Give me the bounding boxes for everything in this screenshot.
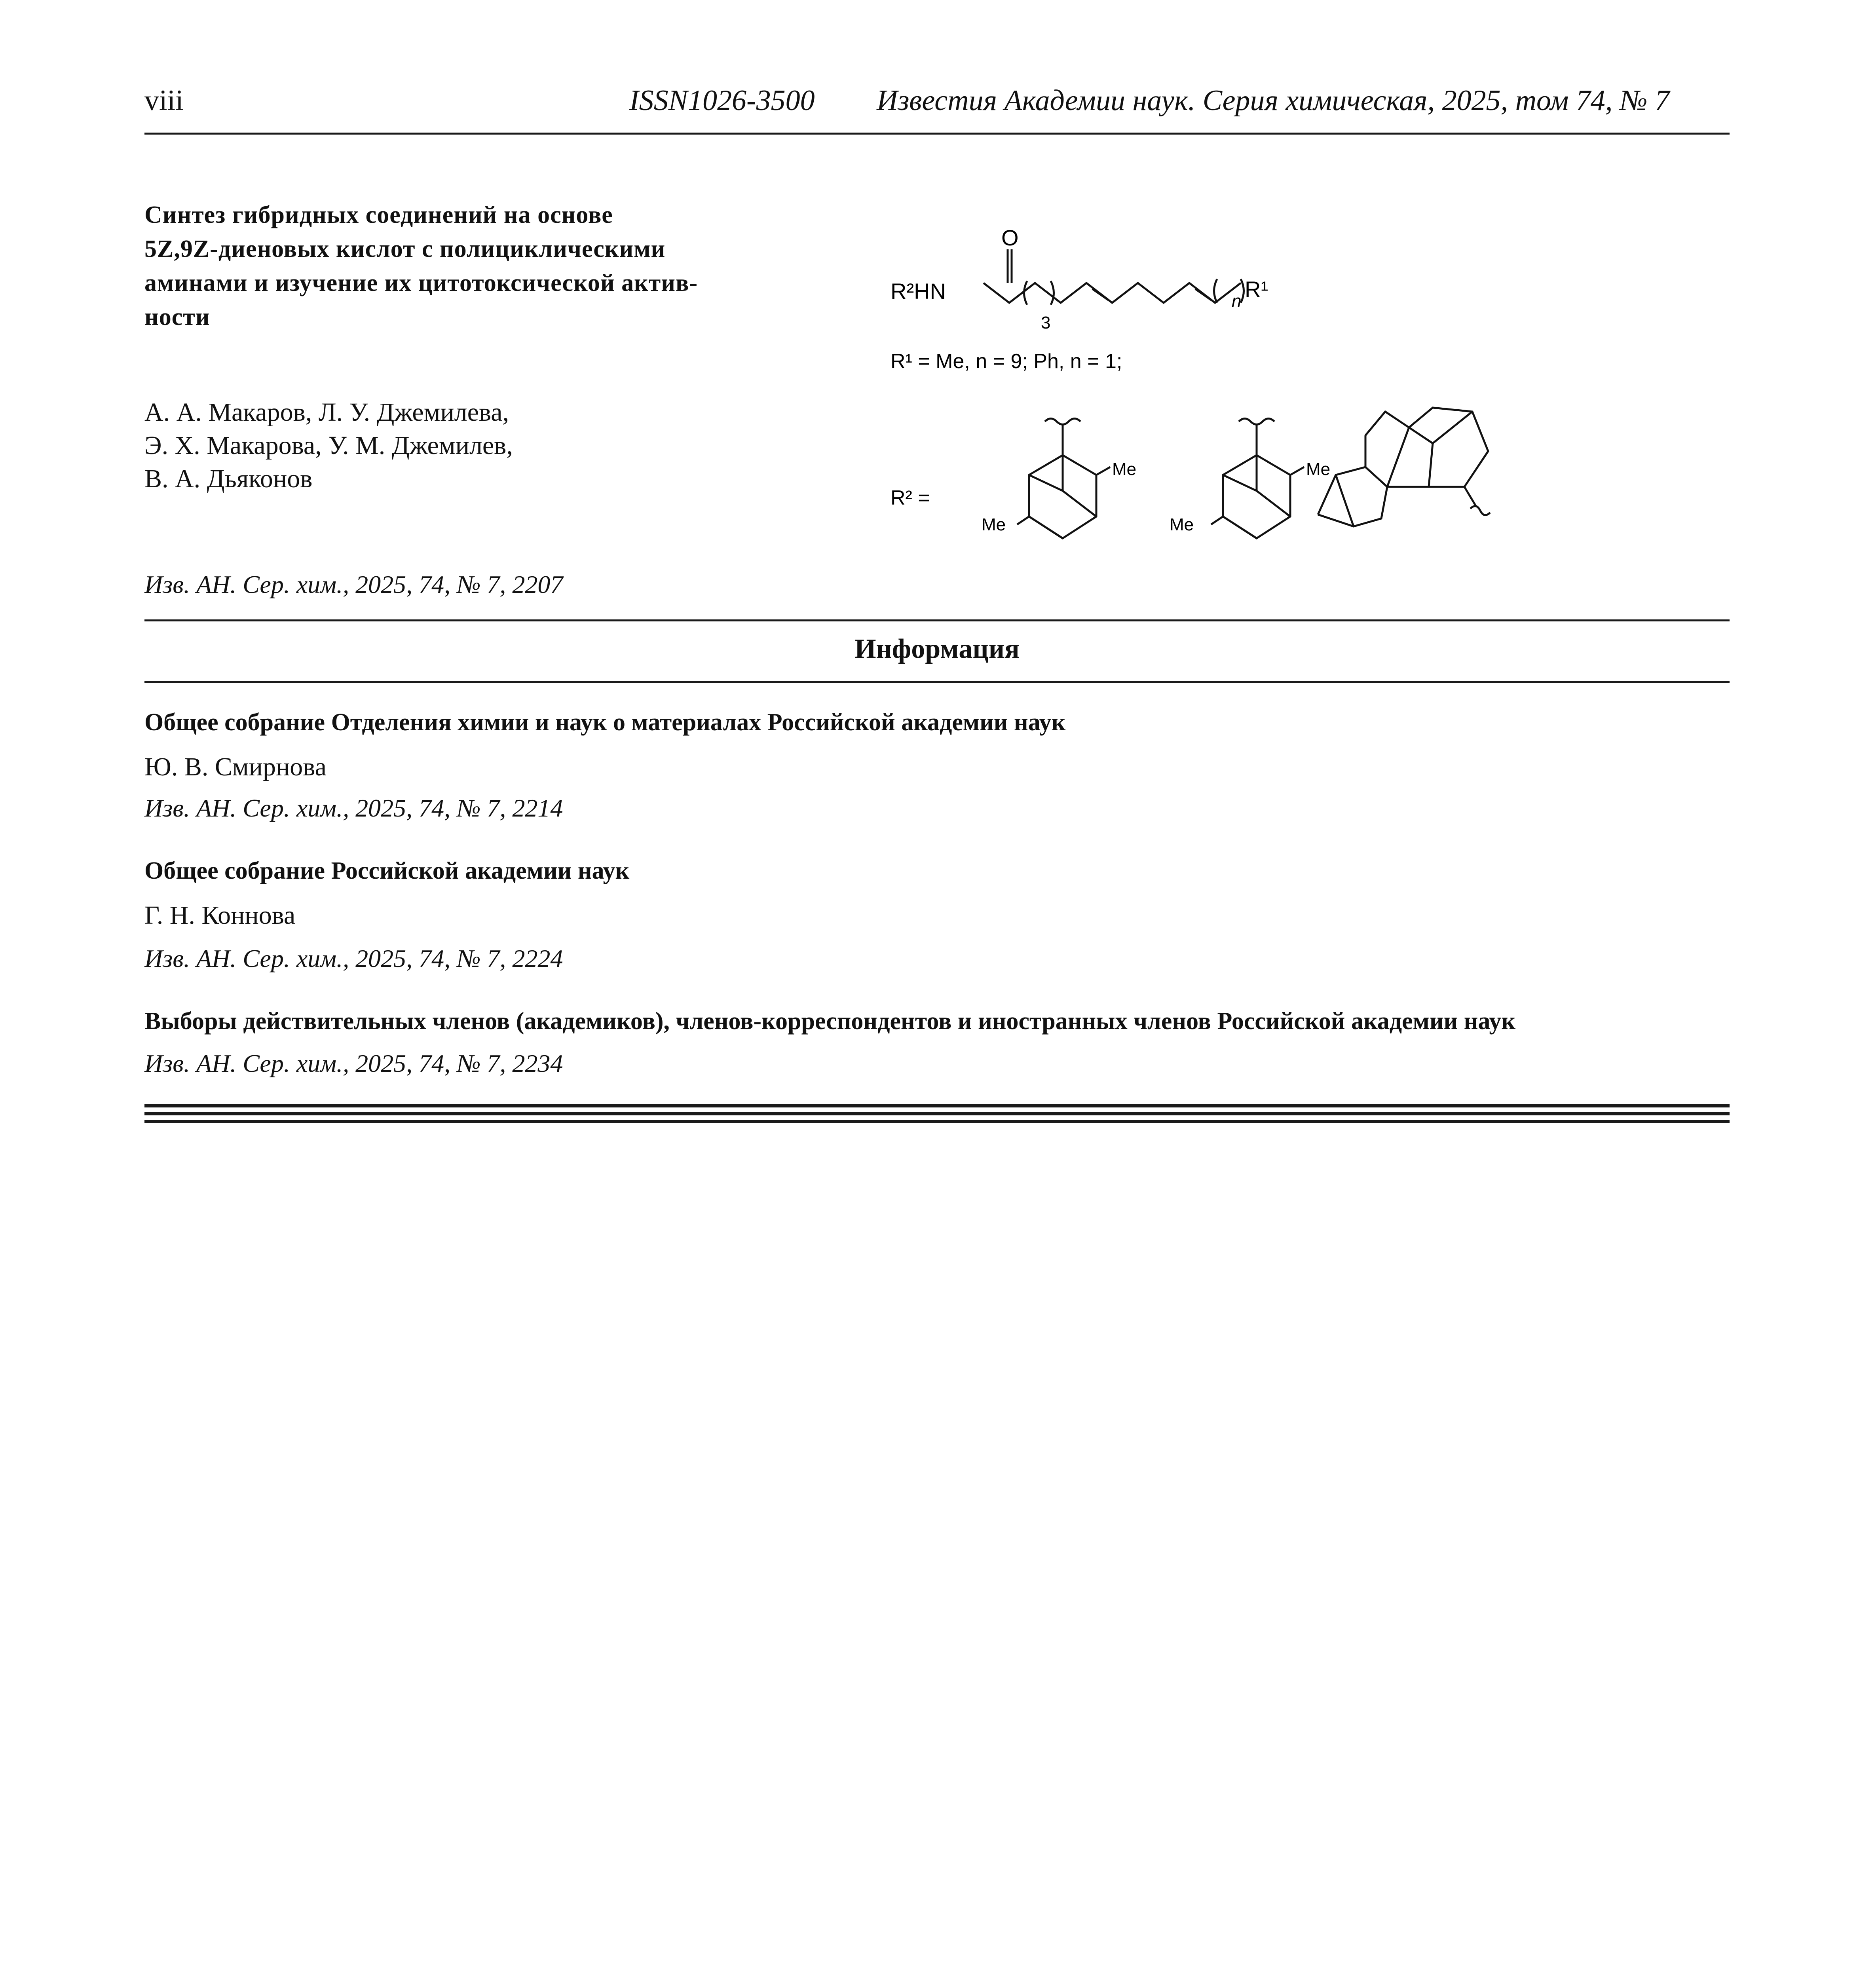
- info-item-title: Выборы действительных членов (академиков), членов-корреспондентов и иностранных членов Российской академии наук: [144, 1008, 1516, 1035]
- article-authors: [144, 396, 722, 496]
- adamantane-1: [1017, 419, 1110, 539]
- page-number: viii: [144, 84, 184, 117]
- section-rule-bottom: [144, 681, 1730, 683]
- info-item-reference: Изв. АН. Сер. хим., 2025, 74, № 7, 2234: [144, 1049, 563, 1077]
- me-label: Me: [1170, 515, 1194, 534]
- polycyclic-cage: [1318, 408, 1490, 526]
- article-title-line: аминами и изучение их цитотоксической актив-: [144, 270, 698, 296]
- subscript-n: n: [1232, 291, 1242, 311]
- article-title-line: Синтез гибридных соединений на основе: [144, 201, 613, 228]
- author-line: А. А. Макаров, Л. У. Джемилева,: [144, 398, 509, 427]
- adamantane-2: [1211, 419, 1304, 539]
- info-item-author: Ю. В. Смирнова: [144, 752, 327, 781]
- info-item-reference: Изв. АН. Сер. хим., 2025, 74, № 7, 2224: [144, 944, 563, 972]
- article-title-line: 5Z,9Z-диеновых кислот с полициклическими: [144, 236, 666, 262]
- amide-label: R²HN: [891, 279, 946, 304]
- me-label: Me: [1112, 460, 1137, 479]
- journal-title: Известия Академии наук. Серия химическая, 2025, том 74, № 7: [877, 84, 1670, 117]
- chemical-scheme: [871, 214, 1504, 610]
- section-title: Информация: [854, 634, 1020, 664]
- me-label: Me: [982, 515, 1006, 534]
- article-reference: Изв. АН. Сер. хим., 2025, 74, № 7, 2207: [144, 570, 563, 598]
- subscript-3: 3: [1041, 313, 1051, 332]
- closing-rule: [144, 1120, 1730, 1123]
- info-item-author: Г. Н. Коннова: [144, 901, 296, 930]
- author-line: Э. Х. Макарова, У. М. Джемилев,: [144, 431, 513, 460]
- oxygen-label: O: [1001, 225, 1019, 250]
- article-title-line: ности: [144, 304, 210, 330]
- section-rule-top: [144, 619, 1730, 621]
- r2-label: R² =: [891, 486, 930, 509]
- info-item-title: Общее собрание Российской академии наук: [144, 857, 630, 884]
- closing-rule: [144, 1112, 1730, 1115]
- info-item-reference: Изв. АН. Сер. хим., 2025, 74, № 7, 2214: [144, 794, 563, 822]
- author-line: В. А. Дьяконов: [144, 464, 313, 493]
- header-rule: [144, 133, 1730, 135]
- closing-rule: [144, 1104, 1730, 1107]
- info-item-title: Общее собрание Отделения химии и наук о материалах Российской академии наук: [144, 709, 1066, 736]
- r1-definition: R¹ = Me, n = 9; Ph, n = 1;: [891, 350, 1122, 373]
- r1-label: R¹: [1245, 277, 1268, 302]
- issn: ISSN1026-3500: [629, 84, 815, 117]
- me-label: Me: [1306, 460, 1331, 479]
- article-title: [144, 198, 722, 334]
